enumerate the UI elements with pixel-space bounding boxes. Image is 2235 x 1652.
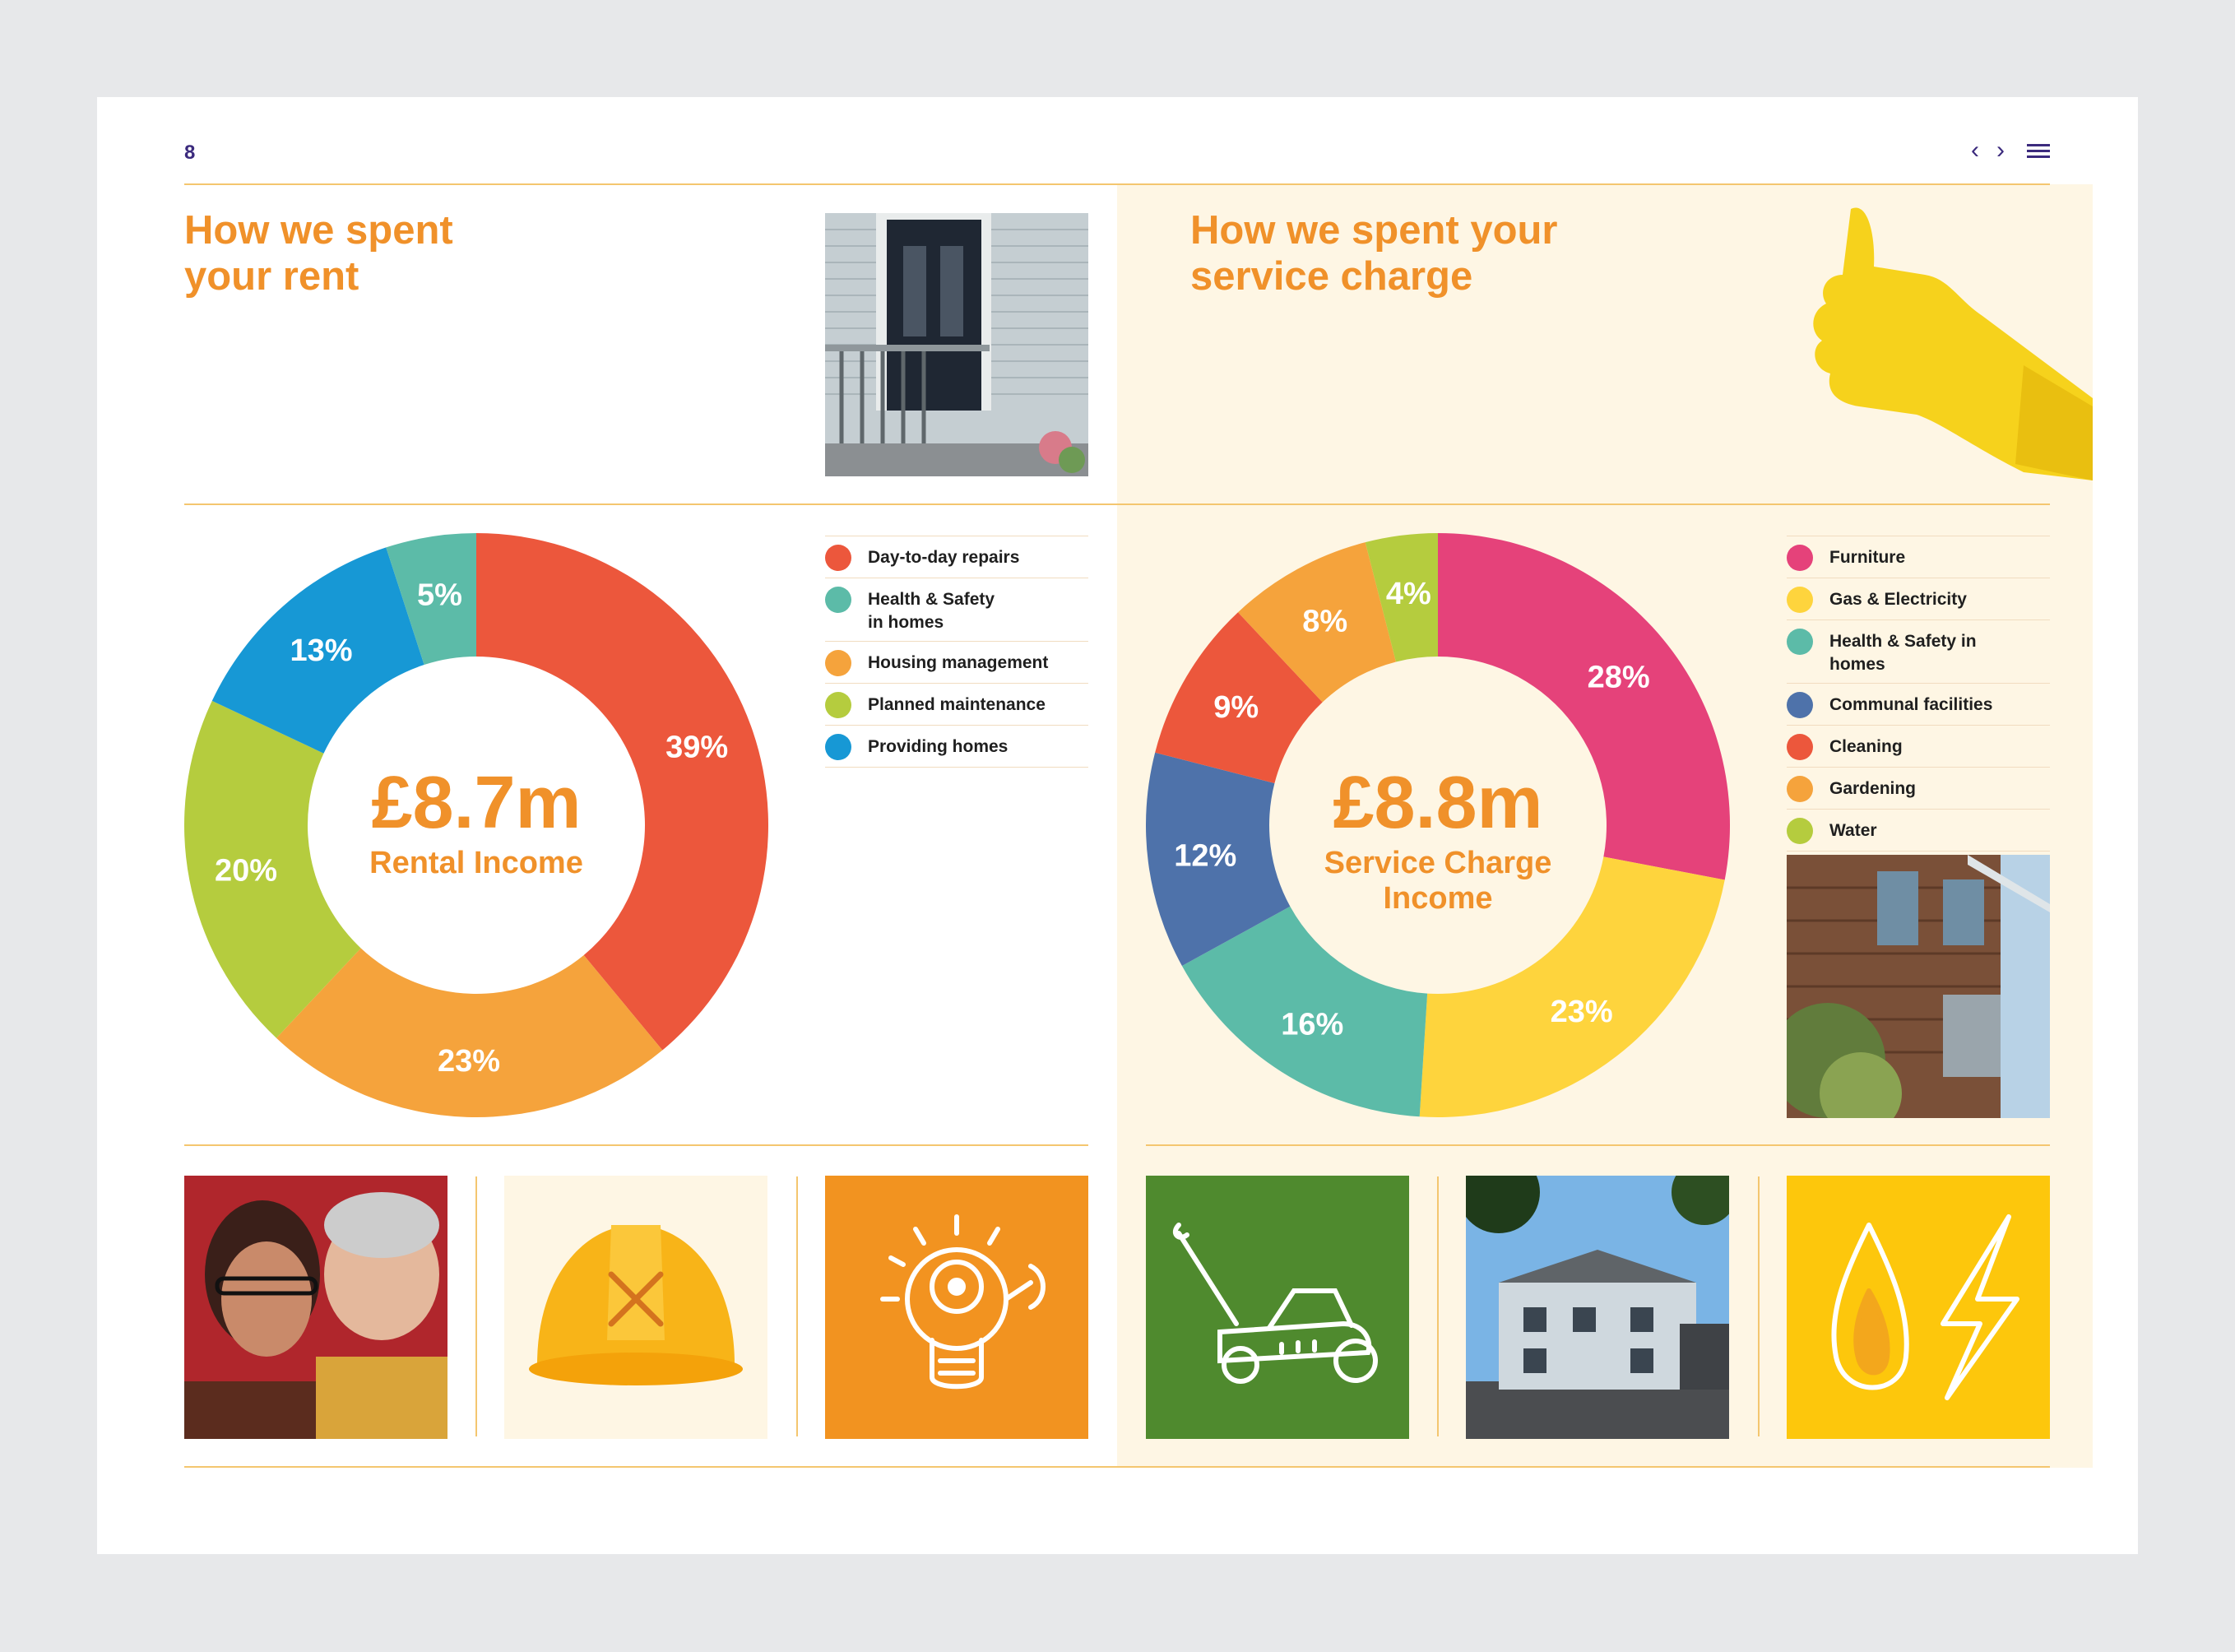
service-charge-donut-chart — [1146, 533, 1730, 1117]
rent-donut-chart — [184, 533, 768, 1117]
legend-label: Planned maintenance — [868, 695, 1046, 714]
legend-item-day-to-day-repairs — [825, 536, 1088, 578]
legend-swatch — [825, 587, 851, 613]
legend-label: Water — [1829, 821, 1877, 840]
legend-label: Communal facilities — [1829, 695, 1993, 714]
legend-label: Gardening — [1829, 779, 1917, 798]
legend-swatch — [1787, 734, 1813, 760]
service-total-label-line1: Service Charge — [1324, 846, 1552, 880]
thumbs-up-glove-icon — [1777, 201, 2093, 480]
slice-label-day-to-day-repairs: 39% — [665, 730, 729, 765]
slice-label-gardening: 8% — [1302, 604, 1348, 639]
next-page-button[interactable]: › — [1996, 137, 2005, 164]
divider — [475, 1176, 477, 1436]
legend-label: Providing homes — [868, 737, 1009, 756]
legend-swatch — [825, 545, 851, 571]
legend-item-water — [1787, 809, 2050, 852]
building-photo-icon — [1787, 855, 2050, 1118]
page-number: 8 — [184, 142, 196, 164]
people-photo-icon — [184, 1176, 447, 1439]
slice-label-cleaning: 9% — [1213, 689, 1259, 725]
legend-item-cleaning — [1787, 725, 2050, 767]
rent-total-label: Rental Income — [369, 846, 583, 880]
top-rule — [184, 183, 2050, 185]
service-total-label-line2: Income — [1383, 881, 1493, 916]
divider — [1437, 1176, 1439, 1436]
slice-label-water: 4% — [1385, 577, 1431, 612]
legend-swatch — [825, 692, 851, 718]
legend-swatch — [825, 650, 851, 676]
legend-item-planned-maintenance — [825, 683, 1088, 725]
bottom-rule — [184, 1466, 2050, 1468]
legend-item-providing-homes — [825, 725, 1088, 768]
legend-swatch — [1787, 818, 1813, 844]
hard-hat-icon — [504, 1176, 767, 1439]
legend-item-health-and-safety-in-homes — [1787, 620, 2050, 683]
rent-heading-line1: How we spent — [184, 208, 453, 253]
legend-label: Cleaning — [1829, 737, 1903, 756]
slice-label-health-and-safety-in-homes: 5% — [416, 578, 462, 613]
legend-label: Housing management — [868, 653, 1049, 672]
slice-label-providing-homes: 13% — [290, 633, 353, 669]
legend-label: Furniture — [1829, 548, 1906, 567]
legend-label: Day-to-day repairs — [868, 548, 1020, 567]
houses-photo-icon — [1466, 1176, 1729, 1439]
legend-swatch — [825, 734, 851, 760]
slice-label-housing-management: 23% — [438, 1043, 501, 1079]
legend-label: Health & Safety in homes — [1829, 632, 1977, 674]
mid-rule — [184, 503, 2050, 505]
rent-legend — [825, 536, 1088, 768]
service-heading-line2: service charge — [1190, 254, 1473, 299]
legend-swatch — [1787, 692, 1813, 718]
service-total-value: £8.8m — [1333, 762, 1543, 844]
legend-item-housing-management — [825, 641, 1088, 683]
legend-swatch — [1787, 629, 1813, 655]
rent-heading — [184, 207, 453, 299]
legend-swatch — [1787, 776, 1813, 802]
door-photo-icon — [825, 213, 1088, 476]
legend-item-health-and-safety-in-homes — [825, 578, 1088, 641]
legend-swatch — [1787, 587, 1813, 613]
legend-item-gas-and-electricity — [1787, 578, 2050, 620]
slice-label-health-and-safety-in-homes: 16% — [1281, 1007, 1344, 1042]
slice-label-furniture: 28% — [1587, 660, 1650, 695]
prev-page-button[interactable]: ‹ — [1971, 137, 1979, 164]
alarm-bell-icon — [825, 1176, 1088, 1439]
lower-rule-right — [1146, 1144, 2050, 1146]
slice-label-gas-and-electricity: 23% — [1550, 995, 1613, 1030]
lower-rule-left — [184, 1144, 1088, 1146]
service-heading — [1190, 207, 1558, 299]
menu-icon[interactable] — [2027, 144, 2050, 159]
service-heading-line1: How we spent your — [1190, 208, 1558, 253]
legend-swatch — [1787, 545, 1813, 571]
rent-heading-line2: your rent — [184, 254, 359, 299]
rent-total-value: £8.7m — [371, 762, 582, 844]
divider — [796, 1176, 798, 1436]
legend-item-gardening — [1787, 767, 2050, 809]
lawn-mower-icon — [1146, 1176, 1409, 1439]
legend-item-communal-facilities — [1787, 683, 2050, 725]
divider — [1758, 1176, 1760, 1436]
legend-label: Gas & Electricity — [1829, 590, 1967, 609]
legend-item-furniture — [1787, 536, 2050, 578]
slice-label-planned-maintenance: 20% — [215, 853, 278, 889]
gas-electricity-icon — [1787, 1176, 2050, 1439]
legend-label: Health & Safety in homes — [868, 590, 995, 632]
slice-label-communal-facilities: 12% — [1174, 838, 1237, 874]
service-charge-legend — [1787, 536, 2050, 852]
